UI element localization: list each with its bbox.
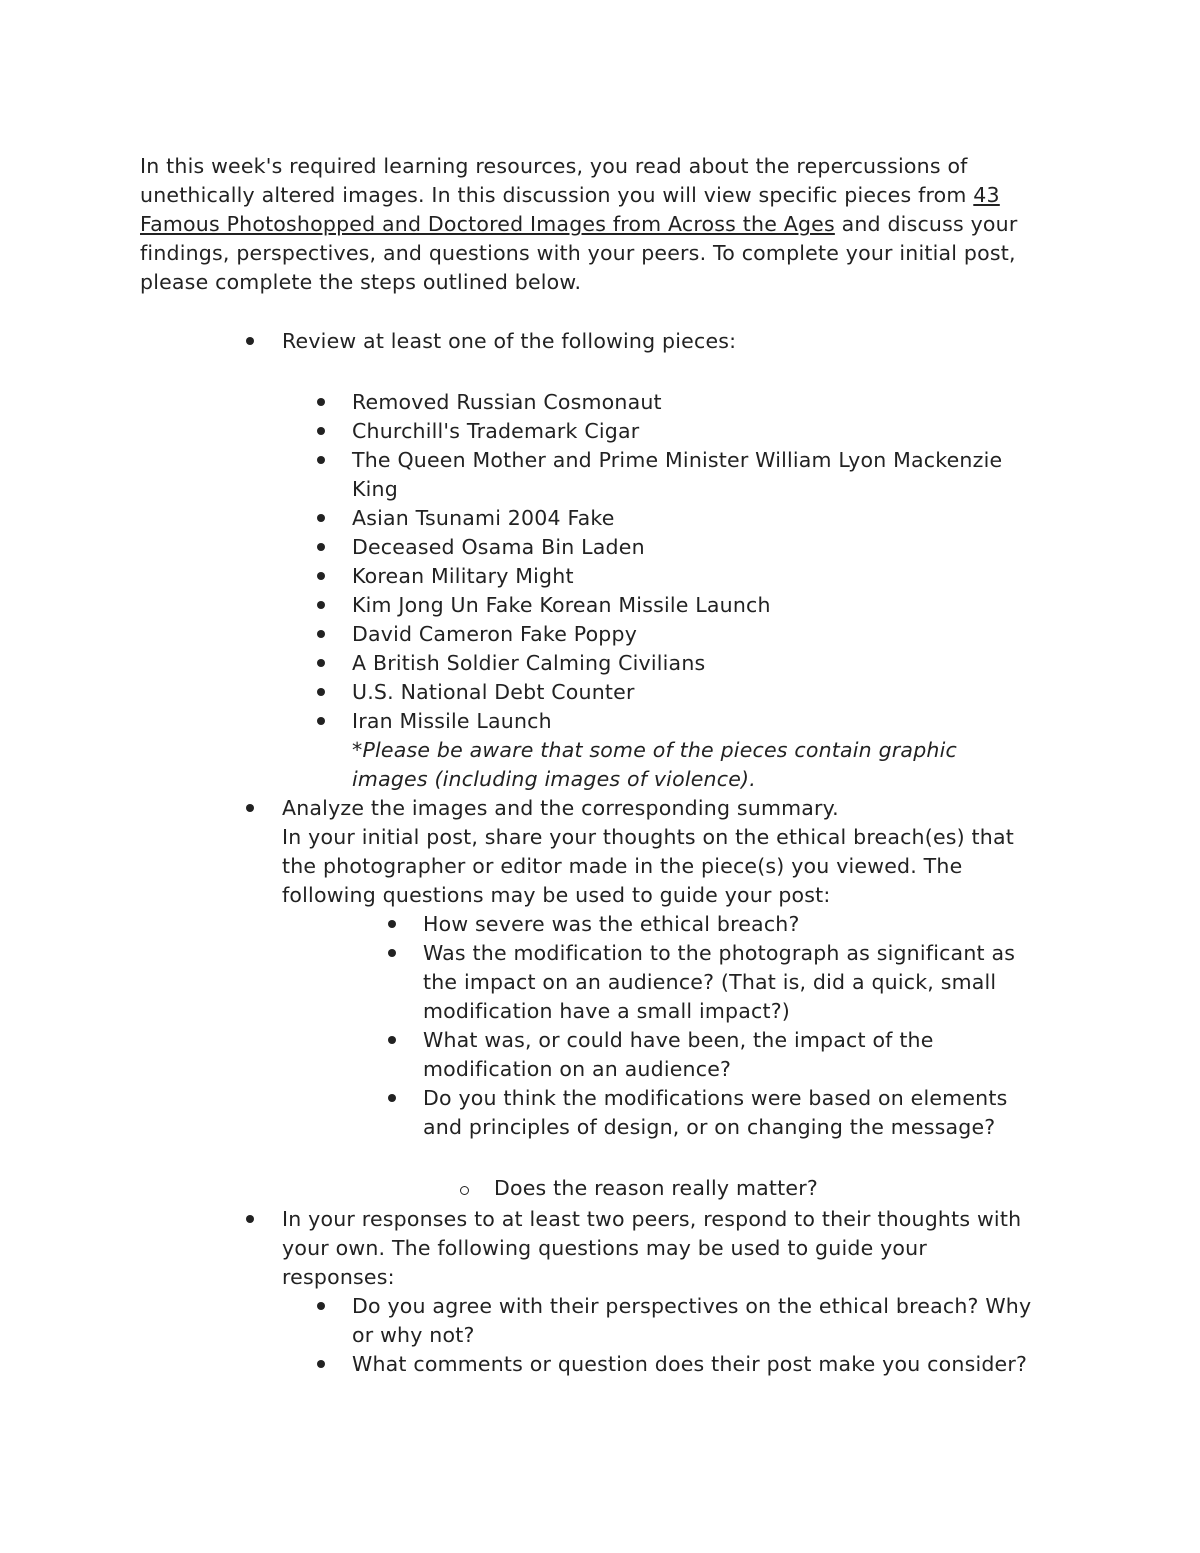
response-question-continued: or why not? <box>352 1323 475 1347</box>
response-question: What comments or question does their post make you consider? <box>352 1352 1028 1376</box>
step-analyze-line: the photographer or editor made in the piece(s) you viewed. The <box>282 854 963 878</box>
bullet-icon <box>317 572 325 580</box>
bullet-icon <box>317 514 325 522</box>
bullet-icon <box>388 1094 396 1102</box>
piece-item: Removed Russian Cosmonaut <box>352 390 662 414</box>
sub-question: Does the reason really matter? <box>494 1176 818 1200</box>
bullet-icon <box>317 1302 325 1310</box>
bullet-icon <box>246 337 254 345</box>
bullet-icon <box>317 456 325 464</box>
bullet-icon <box>317 659 325 667</box>
graphic-warning-line: *Please be aware that some of the pieces contain graphic <box>352 738 957 762</box>
graphic-warning-line: images (including images of violence). <box>352 767 756 791</box>
bullet-icon <box>388 920 396 928</box>
response-question: Do you agree with their perspectives on the ethical breach? Why <box>352 1294 1032 1318</box>
step-review-label: Review at least one of the following pieces: <box>282 329 737 353</box>
step-respond-line: your own. The following questions may be used to guide your <box>282 1236 927 1260</box>
piece-item: Churchill's Trademark Cigar <box>352 419 640 443</box>
piece-item: Kim Jong Un Fake Korean Missile Launch <box>352 593 771 617</box>
bullet-icon <box>317 1360 325 1368</box>
piece-item: David Cameron Fake Poppy <box>352 622 638 646</box>
step-analyze-line: In your initial post, share your thoughts on the ethical breach(es) that <box>282 825 1014 849</box>
bullet-icon <box>317 427 325 435</box>
bullet-icon <box>388 949 396 957</box>
intro-text-1: In this week's required learning resources, you read about the repercussions of unethically altered images. In this discussion you will view specific pieces from <box>140 154 974 207</box>
step-respond-line: In your responses to at least two peers, respond to their thoughts with <box>282 1207 1022 1231</box>
piece-item: Korean Military Might <box>352 564 574 588</box>
famous-photoshopped-images-link[interactable]: 43 Famous Photoshopped and Doctored Images from Across the Ages <box>140 183 1000 236</box>
open-circle-bullet-icon <box>460 1186 469 1195</box>
guide-question: Was the modification to the photograph as significant as <box>423 941 1016 965</box>
guide-question: How severe was the ethical breach? <box>423 912 800 936</box>
bullet-icon <box>388 1036 396 1044</box>
guide-question-continued: the impact on an audience? (That is, did a quick, small <box>423 970 997 994</box>
bullet-icon <box>246 1215 254 1223</box>
piece-item: U.S. National Debt Counter <box>352 680 635 704</box>
guide-question-continued: modification on an audience? <box>423 1057 732 1081</box>
bullet-icon <box>317 398 325 406</box>
bullet-icon <box>317 601 325 609</box>
bullet-icon <box>317 543 325 551</box>
intro-paragraph <box>140 152 1070 297</box>
intro-text-2: and discuss your findings, perspectives, and questions with your peers. To complete your initial post, please complete the steps outlined below. <box>140 212 1018 294</box>
step-respond-line: responses: <box>282 1265 395 1289</box>
step-analyze-line: Analyze the images and the corresponding summary. <box>282 796 839 820</box>
step-analyze-line: following questions may be used to guide your post: <box>282 883 831 907</box>
piece-item-continued: King <box>352 477 398 501</box>
piece-item: A British Soldier Calming Civilians <box>352 651 706 675</box>
piece-item: The Queen Mother and Prime Minister William Lyon Mackenzie <box>352 448 1003 472</box>
bullet-icon <box>317 630 325 638</box>
bullet-icon <box>317 717 325 725</box>
piece-item: Iran Missile Launch <box>352 709 552 733</box>
guide-question-continued: modification have a small impact?) <box>423 999 790 1023</box>
guide-question: What was, or could have been, the impact of the <box>423 1028 934 1052</box>
piece-item: Asian Tsunami 2004 Fake <box>352 506 615 530</box>
bullet-icon <box>317 688 325 696</box>
bullet-icon <box>246 804 254 812</box>
guide-question: Do you think the modifications were based on elements <box>423 1086 1008 1110</box>
piece-item: Deceased Osama Bin Laden <box>352 535 645 559</box>
guide-question-continued: and principles of design, or on changing the message? <box>423 1115 996 1139</box>
